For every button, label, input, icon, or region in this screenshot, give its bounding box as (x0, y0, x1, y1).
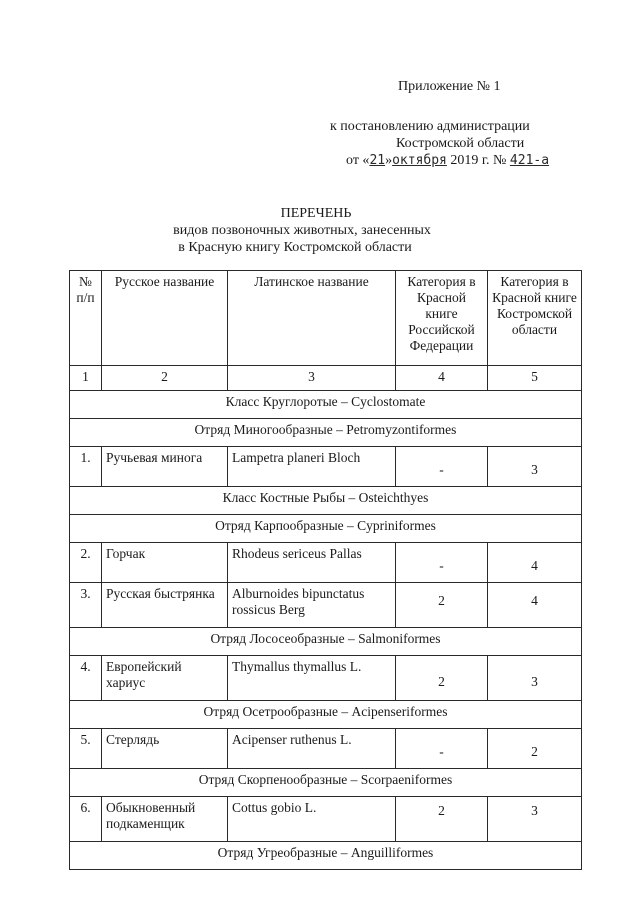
column-number: 1 (70, 366, 102, 391)
section-row (70, 701, 582, 729)
row-category-ko: 3 (488, 656, 582, 701)
row-category-rf: - (396, 447, 488, 487)
section-title: Отряд Карпообразные – Cypriniformes (70, 515, 582, 543)
header-category-ko: Категория в Красной книге Костромской области (488, 271, 582, 366)
row-num: 6. (70, 797, 102, 842)
row-category-rf: 2 (396, 583, 488, 628)
row-category-rf: - (396, 729, 488, 769)
section-title: Отряд Осетрообразные – Acipenseriformes (70, 701, 582, 729)
row-latin-name: Rhodeus sericeus Pallas (228, 543, 396, 583)
species-table (69, 270, 582, 870)
table-row (70, 656, 582, 701)
row-num: 4. (70, 656, 102, 701)
section-title: Отряд Миногообразные – Petromyzontiformes (70, 419, 582, 447)
row-category-rf: 2 (396, 656, 488, 701)
column-number-row (70, 366, 582, 391)
row-num: 5. (70, 729, 102, 769)
table-row (70, 583, 582, 628)
row-category-ko: 3 (488, 447, 582, 487)
row-russian-name: Русская быстрянка (102, 583, 228, 628)
column-number: 5 (488, 366, 582, 391)
row-latin-name: Thymallus thymallus L. (228, 656, 396, 701)
row-latin-name: Cottus gobio L. (228, 797, 396, 842)
section-row (70, 419, 582, 447)
row-num: 2. (70, 543, 102, 583)
row-russian-name: Обыкновенный подкаменщик (102, 797, 228, 842)
table-row (70, 729, 582, 769)
row-russian-name: Горчак (102, 543, 228, 583)
region-name: Костромской области (396, 136, 525, 151)
document-title (0, 205, 640, 256)
row-num: 1. (70, 447, 102, 487)
row-latin-name: Alburnoides bipunctatus rossicus Berg (228, 583, 396, 628)
section-row (70, 487, 582, 515)
resolution-number: 421-а (509, 153, 550, 168)
resolution-date-line (346, 152, 549, 170)
row-category-ko: 2 (488, 729, 582, 769)
row-russian-name: Европейский хариус (102, 656, 228, 701)
header-russian-name: Русское название (102, 271, 228, 366)
title-line-1: ПЕРЕЧЕНЬ (280, 206, 352, 221)
row-category-rf: - (396, 543, 488, 583)
date-mid: » (385, 153, 393, 168)
section-title: Класс Костные Рыбы – Osteichthyes (70, 487, 582, 515)
row-latin-name: Acipenser ruthenus L. (228, 729, 396, 769)
row-category-rf: 2 (396, 797, 488, 842)
section-row (70, 628, 582, 656)
header-num: № п/п (70, 271, 102, 366)
column-number: 4 (396, 366, 488, 391)
section-row (70, 391, 582, 419)
row-category-ko: 3 (488, 797, 582, 842)
section-row (70, 842, 582, 870)
resolution-reference: к постановлению администрации (330, 119, 530, 134)
date-year: 2019 г. № (446, 153, 510, 168)
header-latin-name: Латинское название (228, 271, 396, 366)
section-row (70, 769, 582, 797)
title-line-2: видов позвоночных животных, занесенных (173, 223, 431, 238)
header-category-rf: Категория в Красной книге Российской Федерации (396, 271, 488, 366)
table-header-row (70, 271, 582, 366)
title-line-3: в Красную книгу Костромской области (178, 240, 412, 255)
table-row (70, 447, 582, 487)
date-month: октября (392, 153, 447, 168)
row-num: 3. (70, 583, 102, 628)
section-title: Отряд Лососеобразные – Salmoniformes (70, 628, 582, 656)
date-day: 21 (369, 153, 386, 168)
row-latin-name: Lampetra planeri Bloch (228, 447, 396, 487)
row-category-ko: 4 (488, 583, 582, 628)
table-row (70, 543, 582, 583)
date-prefix: от « (346, 153, 370, 168)
row-russian-name: Ручьевая минога (102, 447, 228, 487)
section-title: Отряд Угреобразные – Anguilliformes (70, 842, 582, 870)
appendix-label: Приложение № 1 (398, 79, 501, 94)
section-title: Класс Круглоротые – Cyclostomate (70, 391, 582, 419)
section-title: Отряд Скорпенообразные – Scorpaeniformes (70, 769, 582, 797)
row-category-ko: 4 (488, 543, 582, 583)
table-row (70, 797, 582, 842)
section-row (70, 515, 582, 543)
column-number: 2 (102, 366, 228, 391)
row-russian-name: Стерлядь (102, 729, 228, 769)
column-number: 3 (228, 366, 396, 391)
